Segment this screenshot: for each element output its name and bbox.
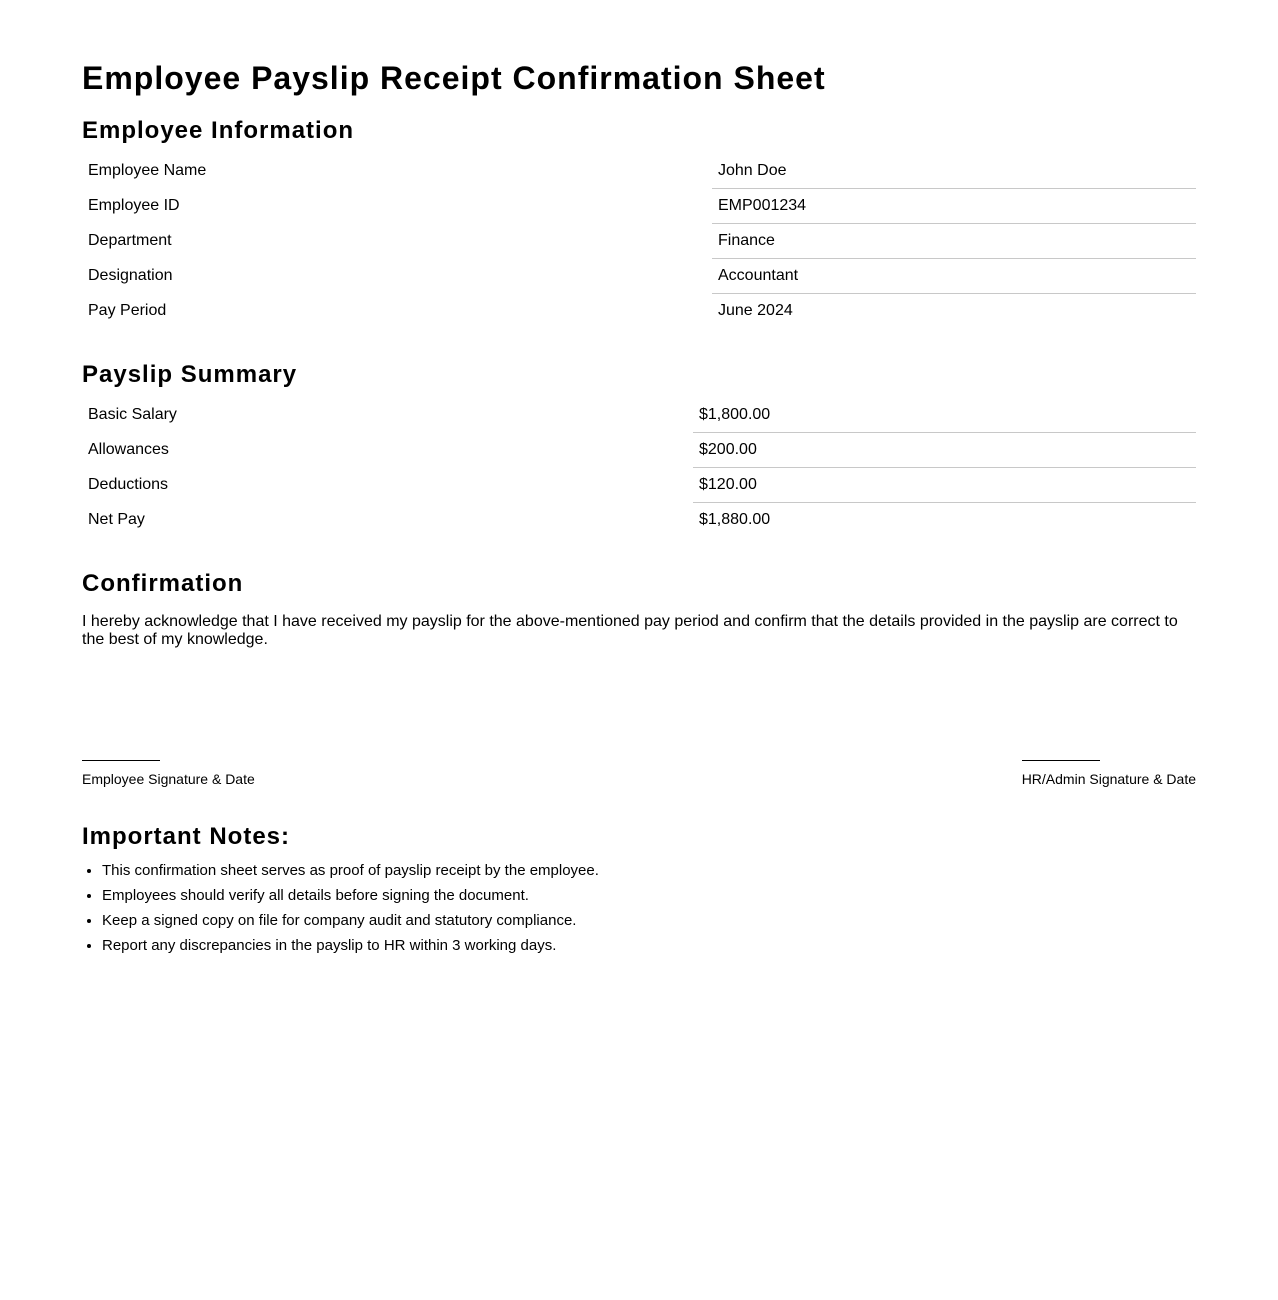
table-row (82, 224, 1196, 259)
list-item: • Employees should verify all details before signing the document. (102, 883, 1102, 908)
employee-signature-line (82, 760, 160, 761)
payslip-summary-heading: Payslip Summary (82, 361, 298, 388)
list-item: • This confirmation sheet serves as proof of payslip receipt by the employee. (102, 858, 1102, 883)
pay-period-value: June 2024 (712, 294, 1196, 329)
employee-name-value: John Doe (718, 162, 787, 179)
basic-salary-value: $1,800.00 (699, 406, 771, 423)
table-row (82, 433, 1196, 468)
allowances-label: Allowances (88, 441, 169, 458)
deductions-value: $120.00 (693, 468, 1196, 503)
hr-signature-block (1022, 760, 1196, 787)
page-title: Employee Payslip Receipt Confirmation Sheet (82, 60, 826, 96)
department-label: Department (88, 232, 172, 249)
pay-period-label: Pay Period (88, 301, 167, 319)
hr-signature-line (1022, 760, 1100, 761)
table-row (82, 294, 1196, 329)
confirmation-text: I hereby acknowledge that I have received my payslip for the above-mentioned pay period and confirm that the details provided in the payslip are correct to the best of my knowledge. (82, 613, 1178, 648)
table-row (82, 154, 1196, 189)
table-row (82, 259, 1196, 294)
designation-value: Accountant (712, 259, 1196, 294)
deductions-label: Deductions (88, 476, 169, 493)
list-item: • Report any discrepancies in the payslip to HR within 3 working days. (102, 933, 1102, 958)
list-item: • Keep a signed copy on file for company audit and statutory compliance. (102, 908, 1102, 933)
designation-label: Designation (88, 267, 173, 284)
employee-id-label: Employee ID (88, 197, 180, 214)
table-row (82, 503, 1196, 538)
employee-signature-label: Employee Signature & Date (82, 771, 255, 787)
allowances-value: $200.00 (693, 433, 1196, 468)
table-row (82, 398, 1196, 433)
basic-salary-label: Basic Salary (88, 406, 177, 424)
employee-info-table (82, 154, 1196, 328)
payslip-summary-table (82, 398, 1196, 537)
employee-id-value: EMP001234 (712, 189, 1196, 224)
employee-info-heading: Employee Information (82, 117, 355, 144)
table-row (82, 189, 1196, 224)
important-notes-list (82, 858, 1102, 958)
table-row (82, 468, 1196, 503)
employee-name-label: Employee Name (88, 162, 207, 180)
important-notes-heading: Important Notes: (82, 823, 290, 850)
employee-signature-block (82, 760, 255, 787)
confirmation-heading: Confirmation (82, 570, 244, 597)
hr-signature-label: HR/Admin Signature & Date (1021, 771, 1196, 787)
department-value: Finance (712, 224, 1196, 259)
net-pay-value: $1,880.00 (693, 503, 1196, 538)
net-pay-label: Net Pay (88, 510, 145, 528)
